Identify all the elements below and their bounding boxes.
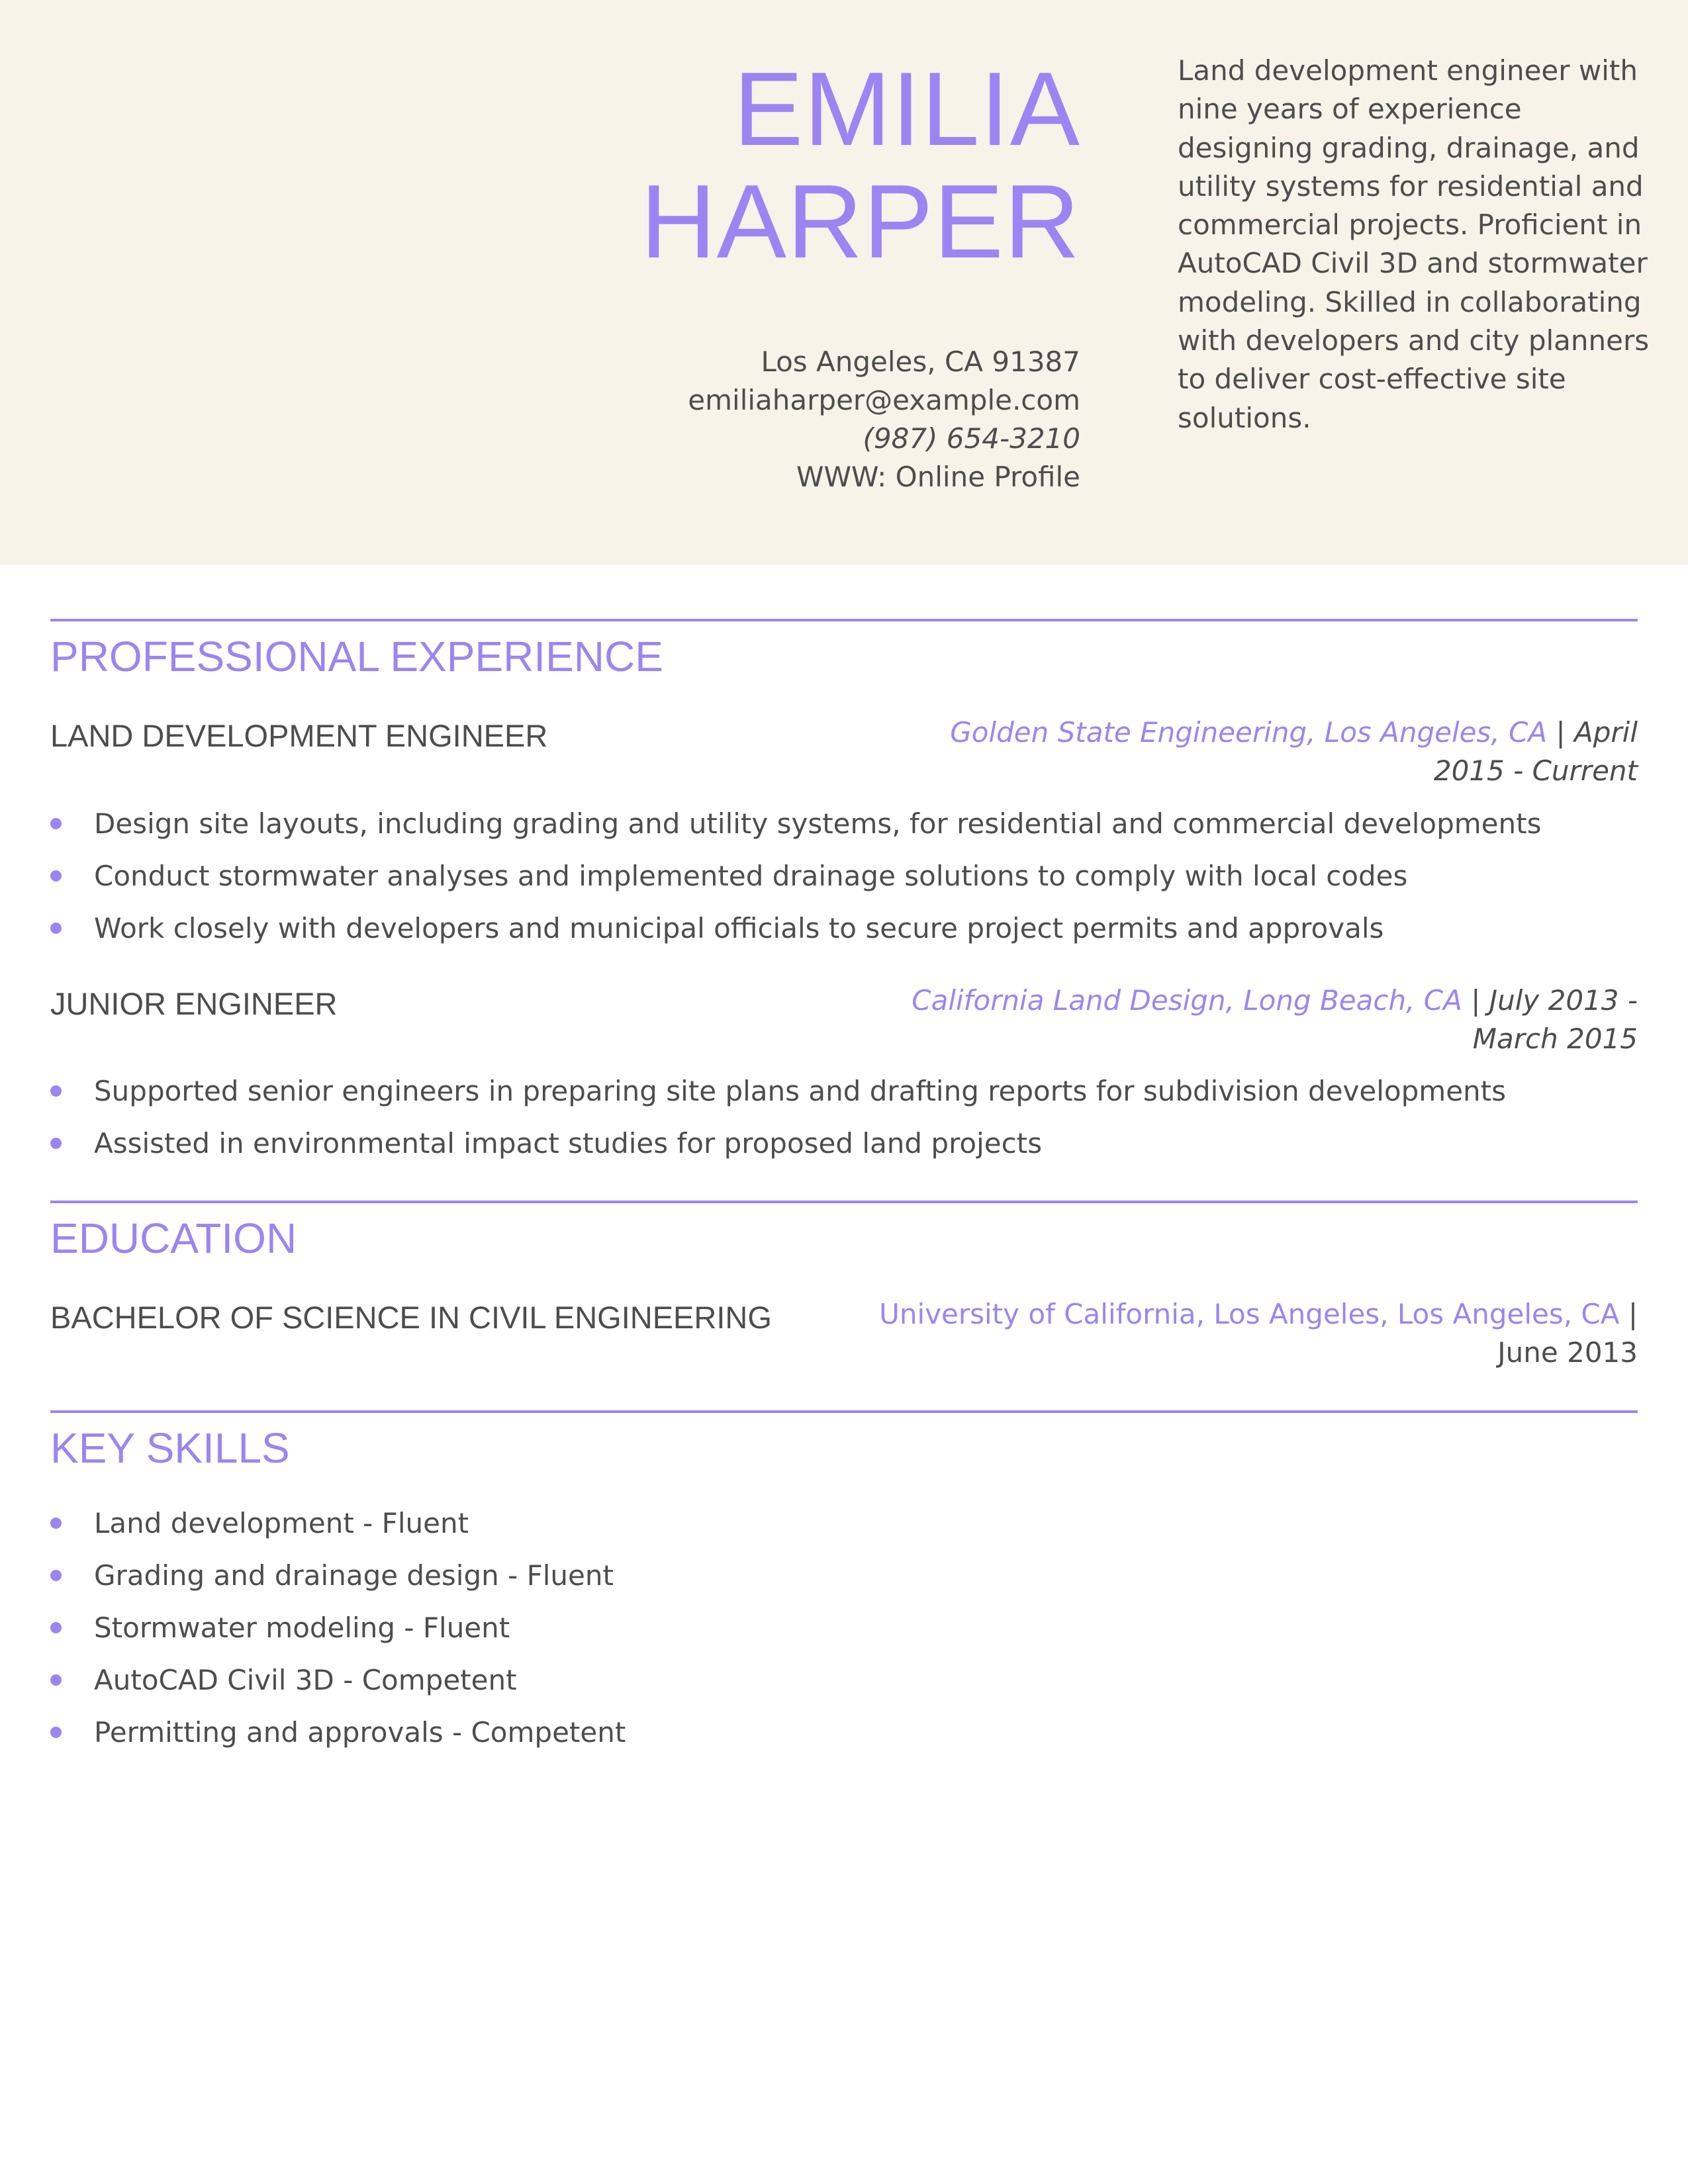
bullet-icon [50, 1727, 62, 1738]
list-item: Work closely with developers and municipal officials to secure project permits and approvals [50, 909, 1638, 962]
job-company: California Land Design, Long Beach, CA [912, 984, 1462, 1017]
summary: Land development engineer with nine years of experience designing grading, drainage, and utility systems for residential and commercial projects. Proficient in AutoCAD Civil 3D and stormwater modeling. Skilled in collaborating with developers and city planners to deliver cost-effective site solutions. [1178, 54, 1650, 434]
job-bullets [50, 805, 1638, 962]
website-link[interactable]: WWW: Online Profile [796, 461, 1080, 493]
bullet-icon [50, 870, 62, 882]
last-name: HARPER [640, 163, 1080, 280]
section-divider [50, 619, 1638, 621]
phone: (987) 654-3210 [863, 422, 1080, 455]
job-bullets [50, 1072, 1638, 1177]
graduation-date: June 2013 [1497, 1336, 1638, 1369]
education-separator: | [1619, 1298, 1638, 1330]
candidate-name [352, 53, 1080, 278]
bullet-icon [50, 1138, 62, 1149]
bullet-icon [50, 1622, 62, 1633]
bullet-icon [50, 818, 62, 829]
job-dates: April 2015 - Current [1433, 716, 1638, 787]
list-item: Supported senior engineers in preparing site plans and drafting reports for subdivision developments [50, 1072, 1638, 1124]
school-name: University of California, Los Angeles, Los Angeles, CA [879, 1298, 1620, 1330]
list-item: Permitting and approvals - Competent [50, 1713, 1638, 1766]
header-band [0, 0, 1688, 565]
skills-list [50, 1504, 1638, 1766]
bullet-icon [50, 1570, 62, 1581]
contact-info [352, 343, 1080, 496]
list-item: Stormwater modeling - Fluent [50, 1609, 1638, 1661]
job-title: JUNIOR ENGINEER [50, 986, 338, 1021]
section-title-experience: PROFESSIONAL EXPERIENCE [50, 633, 663, 680]
section-title-skills: KEY SKILLS [50, 1424, 290, 1472]
bullet-icon [50, 1674, 62, 1686]
bullet-icon [50, 1085, 62, 1097]
job-dates: July 2013 - March 2015 [1472, 984, 1638, 1055]
section-divider [50, 1201, 1638, 1203]
job-company: Golden State Engineering, Los Angeles, CA [950, 716, 1548, 749]
job-separator: | [1462, 984, 1489, 1017]
list-item: Design site layouts, including grading and utility systems, for residential and commercial developments [50, 805, 1638, 857]
list-item: Land development - Fluent [50, 1504, 1638, 1557]
bullet-icon [50, 1518, 62, 1529]
education-meta [876, 1295, 1638, 1372]
degree-title: BACHELOR OF SCIENCE IN CIVIL ENGINEERING [50, 1300, 772, 1335]
email[interactable]: emiliaharper@example.com [688, 384, 1080, 416]
first-name: EMILIA [733, 51, 1080, 167]
list-item: AutoCAD Civil 3D - Competent [50, 1661, 1638, 1713]
job-meta [876, 981, 1638, 1058]
job-separator: | [1547, 716, 1574, 749]
section-title-education: EDUCATION [50, 1214, 297, 1262]
job-meta [876, 713, 1638, 790]
bullet-icon [50, 923, 62, 934]
location: Los Angeles, CA 91387 [761, 345, 1080, 378]
job-title: LAND DEVELOPMENT ENGINEER [50, 718, 548, 753]
list-item: Assisted in environmental impact studies for proposed land projects [50, 1124, 1638, 1177]
list-item: Grading and drainage design - Fluent [50, 1557, 1638, 1609]
section-divider [50, 1410, 1638, 1413]
list-item: Conduct stormwater analyses and implemented drainage solutions to comply with local codes [50, 857, 1638, 909]
